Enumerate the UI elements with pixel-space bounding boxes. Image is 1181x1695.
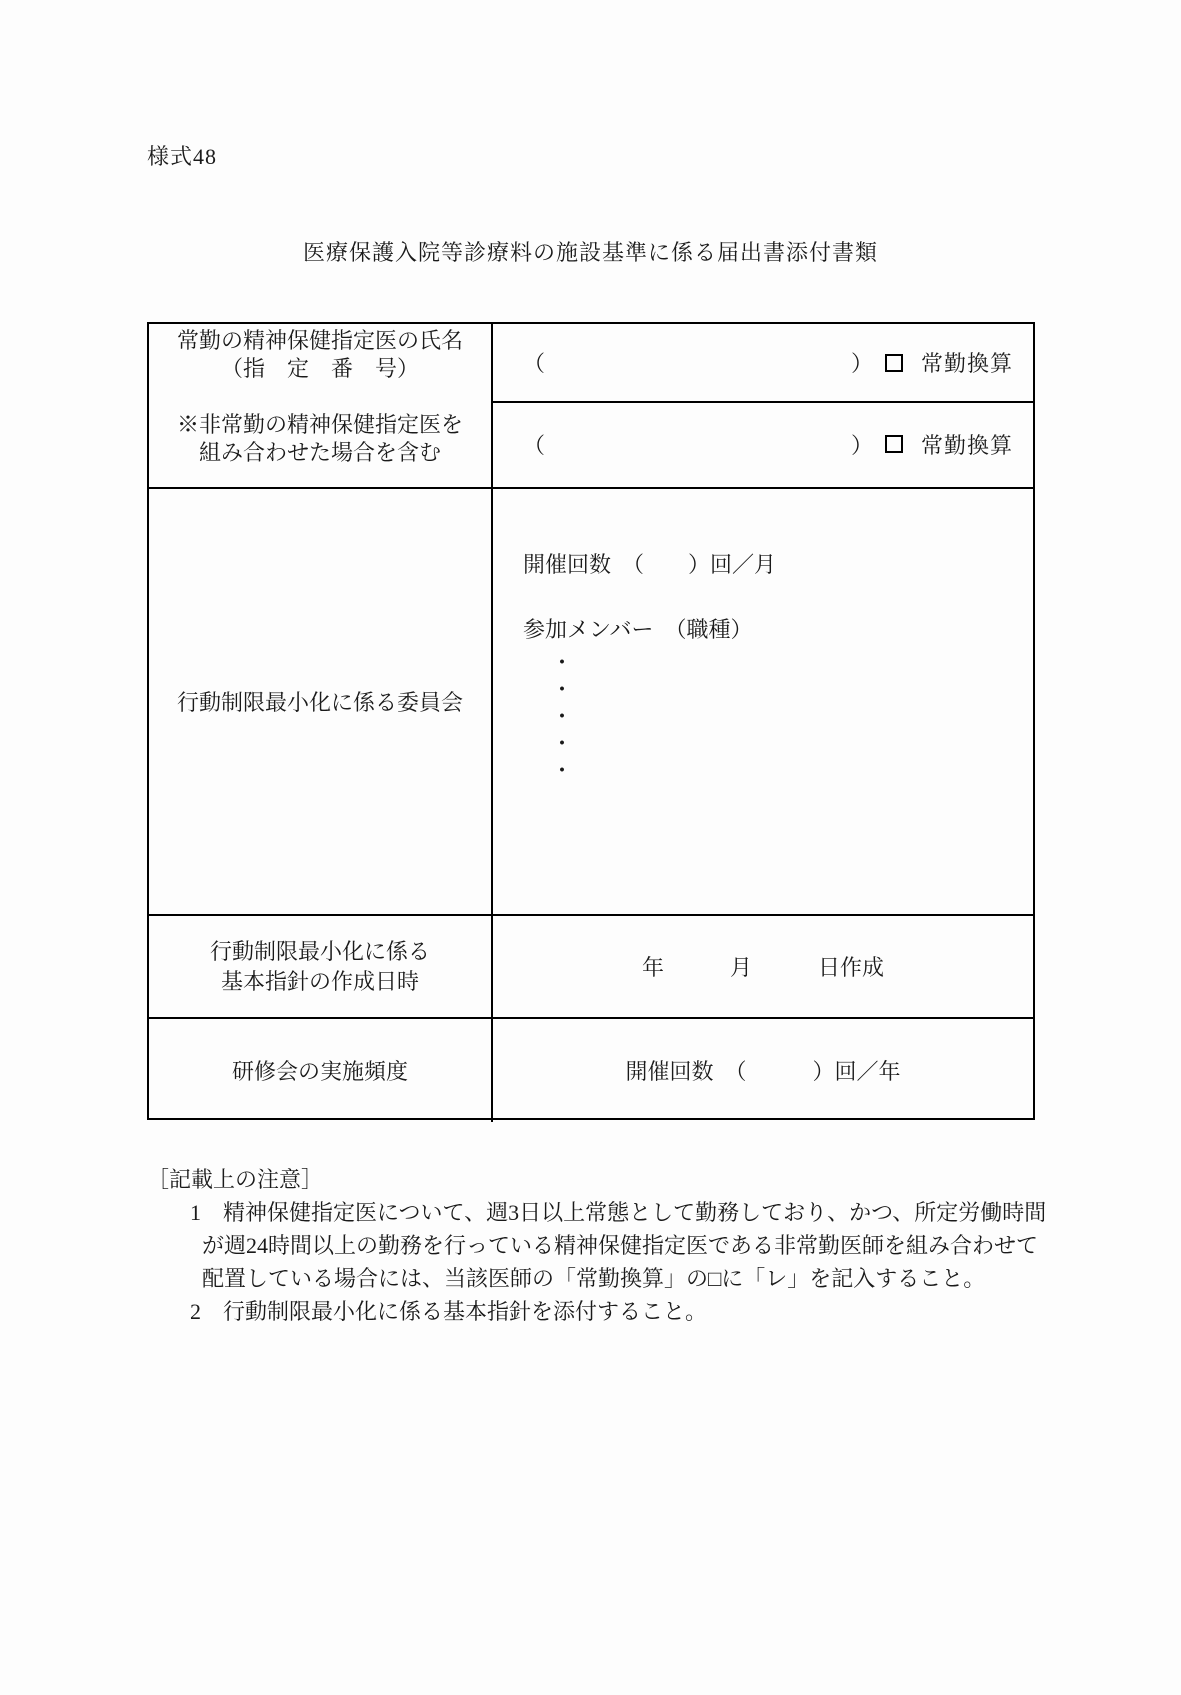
header-note-line: ※非常勤の精神保健指定医を <box>176 412 463 437</box>
designated-physician-row <box>149 324 1033 489</box>
header-line: （指 定 番 号） <box>220 356 419 381</box>
member-bullet: ・ <box>551 704 574 729</box>
committee-detail-cell <box>493 489 1033 914</box>
notes-heading: ［記載上の注意］ <box>147 1167 324 1192</box>
physician-entry-2 <box>493 403 1033 485</box>
member-bullet: ・ <box>551 650 574 675</box>
committee-label: 行動制限最小化に係る委員会 <box>176 690 463 715</box>
meeting-frequency-line: 開催回数 （ ）回／月 <box>523 552 777 577</box>
guideline-date-value: 年 月 日作成 <box>641 955 884 980</box>
close-paren: ） <box>851 351 874 376</box>
members-line: 参加メンバー （職種） <box>523 617 753 642</box>
open-paren: （ <box>523 351 546 376</box>
physician-entry-cell <box>493 324 1033 487</box>
training-frequency-value: 開催回数 （ ）回／年 <box>625 1059 901 1084</box>
spacer <box>149 383 491 411</box>
note-line-2: 2 行動制限最小化に係る基本指針を添付すること。 <box>190 1299 708 1324</box>
notes-section <box>147 1163 1107 1328</box>
fulltime-conversion-checkbox-2[interactable] <box>885 435 903 453</box>
criteria-table <box>147 322 1035 1120</box>
note-line-1-cont: が週24時間以上の勤務を行っている精神保健指定医である非常勤医師を組み合わせて <box>202 1233 1039 1258</box>
form-number: 様式48 <box>147 144 218 169</box>
guideline-label-line: 基本指針の作成日時 <box>220 968 419 994</box>
training-label: 研修会の実施頻度 <box>231 1059 408 1084</box>
physician-entry-1 <box>493 324 1033 403</box>
member-bullet: ・ <box>551 677 574 702</box>
checkbox-label: 常勤換算 <box>921 432 1014 458</box>
fulltime-conversion-checkbox-1[interactable] <box>885 354 903 372</box>
document-title: 医療保護入院等診療料の施設基準に係る届出書添付書類 <box>302 240 878 265</box>
open-paren: （ <box>523 432 546 458</box>
guideline-date-cell <box>493 916 1033 1017</box>
close-paren: ） <box>851 432 874 458</box>
committee-row <box>149 489 1033 916</box>
member-bullet: ・ <box>551 731 574 756</box>
guideline-label-line: 行動制限最小化に係る <box>209 938 430 964</box>
note-line-1-cont: 配置している場合には、当該医師の「常勤換算」の□に「レ」を記入すること。 <box>202 1266 986 1291</box>
note-line-1: 1 精神保健指定医について、週3日以上常態として勤務しており、かつ、所定労働時間 <box>190 1200 1047 1225</box>
checkbox-label: 常勤換算 <box>921 351 1014 376</box>
physician-name-header-cell <box>149 324 493 487</box>
guideline-date-row <box>149 916 1033 1019</box>
training-frequency-cell <box>493 1019 1033 1122</box>
training-header-cell <box>149 1019 493 1122</box>
header-line: 常勤の精神保健指定医の氏名 <box>176 328 463 353</box>
guideline-header-cell <box>149 916 493 1017</box>
training-row <box>149 1019 1033 1122</box>
committee-header-cell <box>149 489 493 914</box>
header-note-line: 組み合わせた場合を含む <box>198 440 441 465</box>
member-bullet: ・ <box>551 758 574 783</box>
